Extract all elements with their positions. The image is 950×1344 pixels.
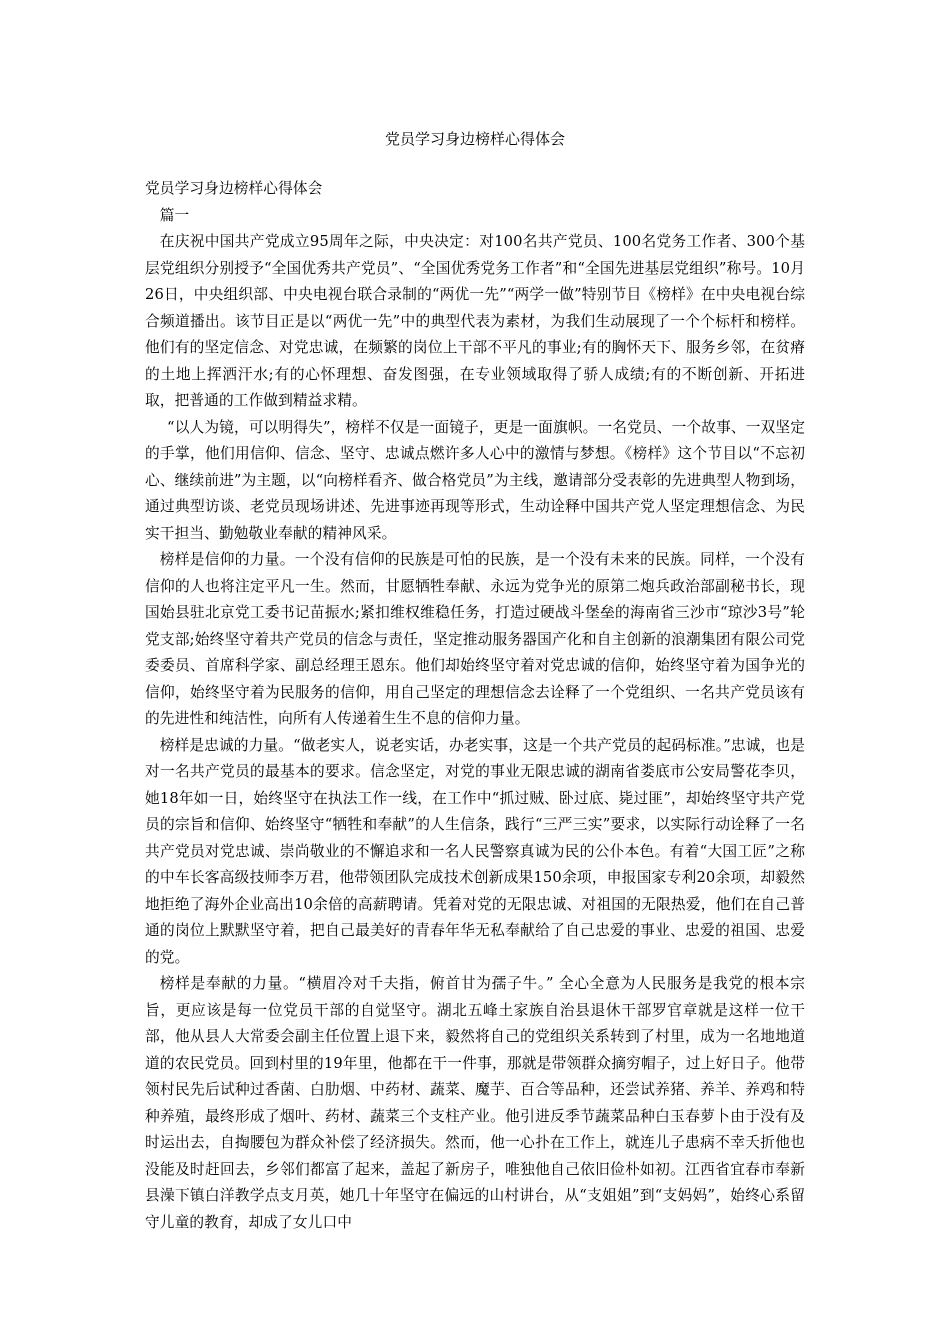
paragraph-2: “以人为镜，可以明得失”，榜样不仅是一面镜子，更是一面旗帜。一名党员、一个故事、一双坚定的手掌，他们用信仰、信念、坚守、忠诚点燃许多人心中的激情与梦想。《榜样》这个节目以“不忘初心、继续前进”为主题，以“向榜样看齐、做合格党员”为主线，邀请部分受表彰的先进典型人物到场，通过典型访谈、老党员现场讲述、先进事迹再现等形式，生动诠释中国共产党人坚定理想信念、为民实干担当、勤勉敬业奉献的精神风采。	[145, 418, 805, 542]
document-subtitle: 党员学习身边榜样心得体会	[145, 180, 323, 197]
section-label: 篇一	[159, 206, 190, 224]
paragraph-1: 在庆祝中国共产党成立95周年之际，中央决定：对100名共产党员、100名党务工作者、300个基层党组织分别授予“全国优秀共产党员”、“全国优秀党务工作者”和“全国先进基层党组织”称号。10月26日，中央组织部、中央电视台联合录制的“两优一先”“两学一做”特别节目《榜样》在中央电视台综合频道播出。该节目正是以“两优一先”中的典型代表为素材，为我们生动展现了一个个标杆和榜样。他们有的坚定信念、对党忠诚，在频繁的岗位上干部不平凡的事业;有的胸怀天下、服务乡邻，在贫瘠的土地上挥洒汗水;有的心怀理想、奋发图强，在专业领域取得了骄人成绩;有的不断创新、开拓进取，把普通的工作做到精益求精。	[145, 233, 805, 409]
document-title: 党员学习身边榜样心得体会	[384, 130, 565, 148]
paragraph-5: 榜样是奉献的力量。“横眉冷对千夫指，俯首甘为孺子牛。” 全心全意为人民服务是我党的根本宗旨，更应该是每一位党员干部的自觉坚守。湖北五峰土家族自治县退休干部罗官章就是这样一位干部，他从县人大常委会副主任位置上退下来，毅然将自己的党组织关系转到了村里，成为一名地地道道的农民党员。回到村里的19年里，他都在干一件事，那就是带领群众摘穷帽子，过上好日子。他带领村民先后试种过香菌、白肋烟、中药材、蔬菜、魔芋、百合等品种，还尝试养猪、养羊、养鸡和特种养殖，最终形成了烟叶、药材、蔬菜三个支柱产业。他引进反季节蔬菜品种白玉春萝卜由于没有及时运出去，自掏腰包为群众补偿了经济损失。然而，他一心扑在工作上，就连儿子患病不幸夭折他也没能及时赶回去，乡邻们都富了起来，盖起了新房子，唯独他自己依旧俭朴如初。江西省宜春市奉新县澡下镇白洋教学点支月英，她几十年坚守在偏远的山村讲台，从“支姐姐”到“支妈妈”，始终心系留守儿童的教育，却成了女儿口中	[145, 975, 805, 1231]
paragraph-3: 榜样是信仰的力量。一个没有信仰的民族是可怕的民族，是一个没有未来的民族。同样，一个没有信仰的人也将注定平凡一生。然而，甘愿牺牲奉献、永远为党争光的原第二炮兵政治部副秘书长，现国始县驻北京党工委书记苗振水;紧扣维权维稳任务，打造过硬战斗堡垒的海南省三沙市“琼沙3号”轮党支部;始终坚守着共产党员的信念与责任，坚定推动服务器国产化和自主创新的浪潮集团有限公司党委委员、首席科学家、副总经理王恩东。他们却始终坚守着对党忠诚的信仰，始终坚守着为国争光的信仰，始终坚守着为民服务的信仰，用自己坚定的理想信念去诠释了一个党组织、一名共产党员该有的先进性和纯洁性，向所有人传递着生生不息的信仰力量。	[145, 551, 805, 727]
paragraph-4: 榜样是忠诚的力量。“做老实人，说老实话，办老实事，这是一个共产党员的起码标准。”忠诚，也是对一名共产党员的最基本的要求。信念坚定，对党的事业无限忠诚的湖南省娄底市公安局警花李贝，她18年如一日，始终坚守在执法工作一线，在工作中“抓过贼、卧过底、毙过匪”，却始终坚守共产党员的宗旨和信仰、始终坚守“牺牲和奉献”的人生信条，践行“三严三实”要求，以实际行动诠释了一名共产党员对党忠诚、崇尚敬业的不懈追求和一名人民警察真诚为民的公仆本色。有着“大国工匠”之称的中车长客高级技师李万君，他带领团队完成技术创新成果150余项，申报国家专利20余项，却毅然地拒绝了海外企业高出10余倍的高薪聘请。凭着对党的无限忠诚、对祖国的无限热爱，他们在自己普通的岗位上默默坚守着，把自己最美好的青春年华无私奉献给了自己忠爱的事业、忠爱的祖国、忠爱的党。	[145, 736, 805, 966]
document-body	[145, 176, 805, 1236]
